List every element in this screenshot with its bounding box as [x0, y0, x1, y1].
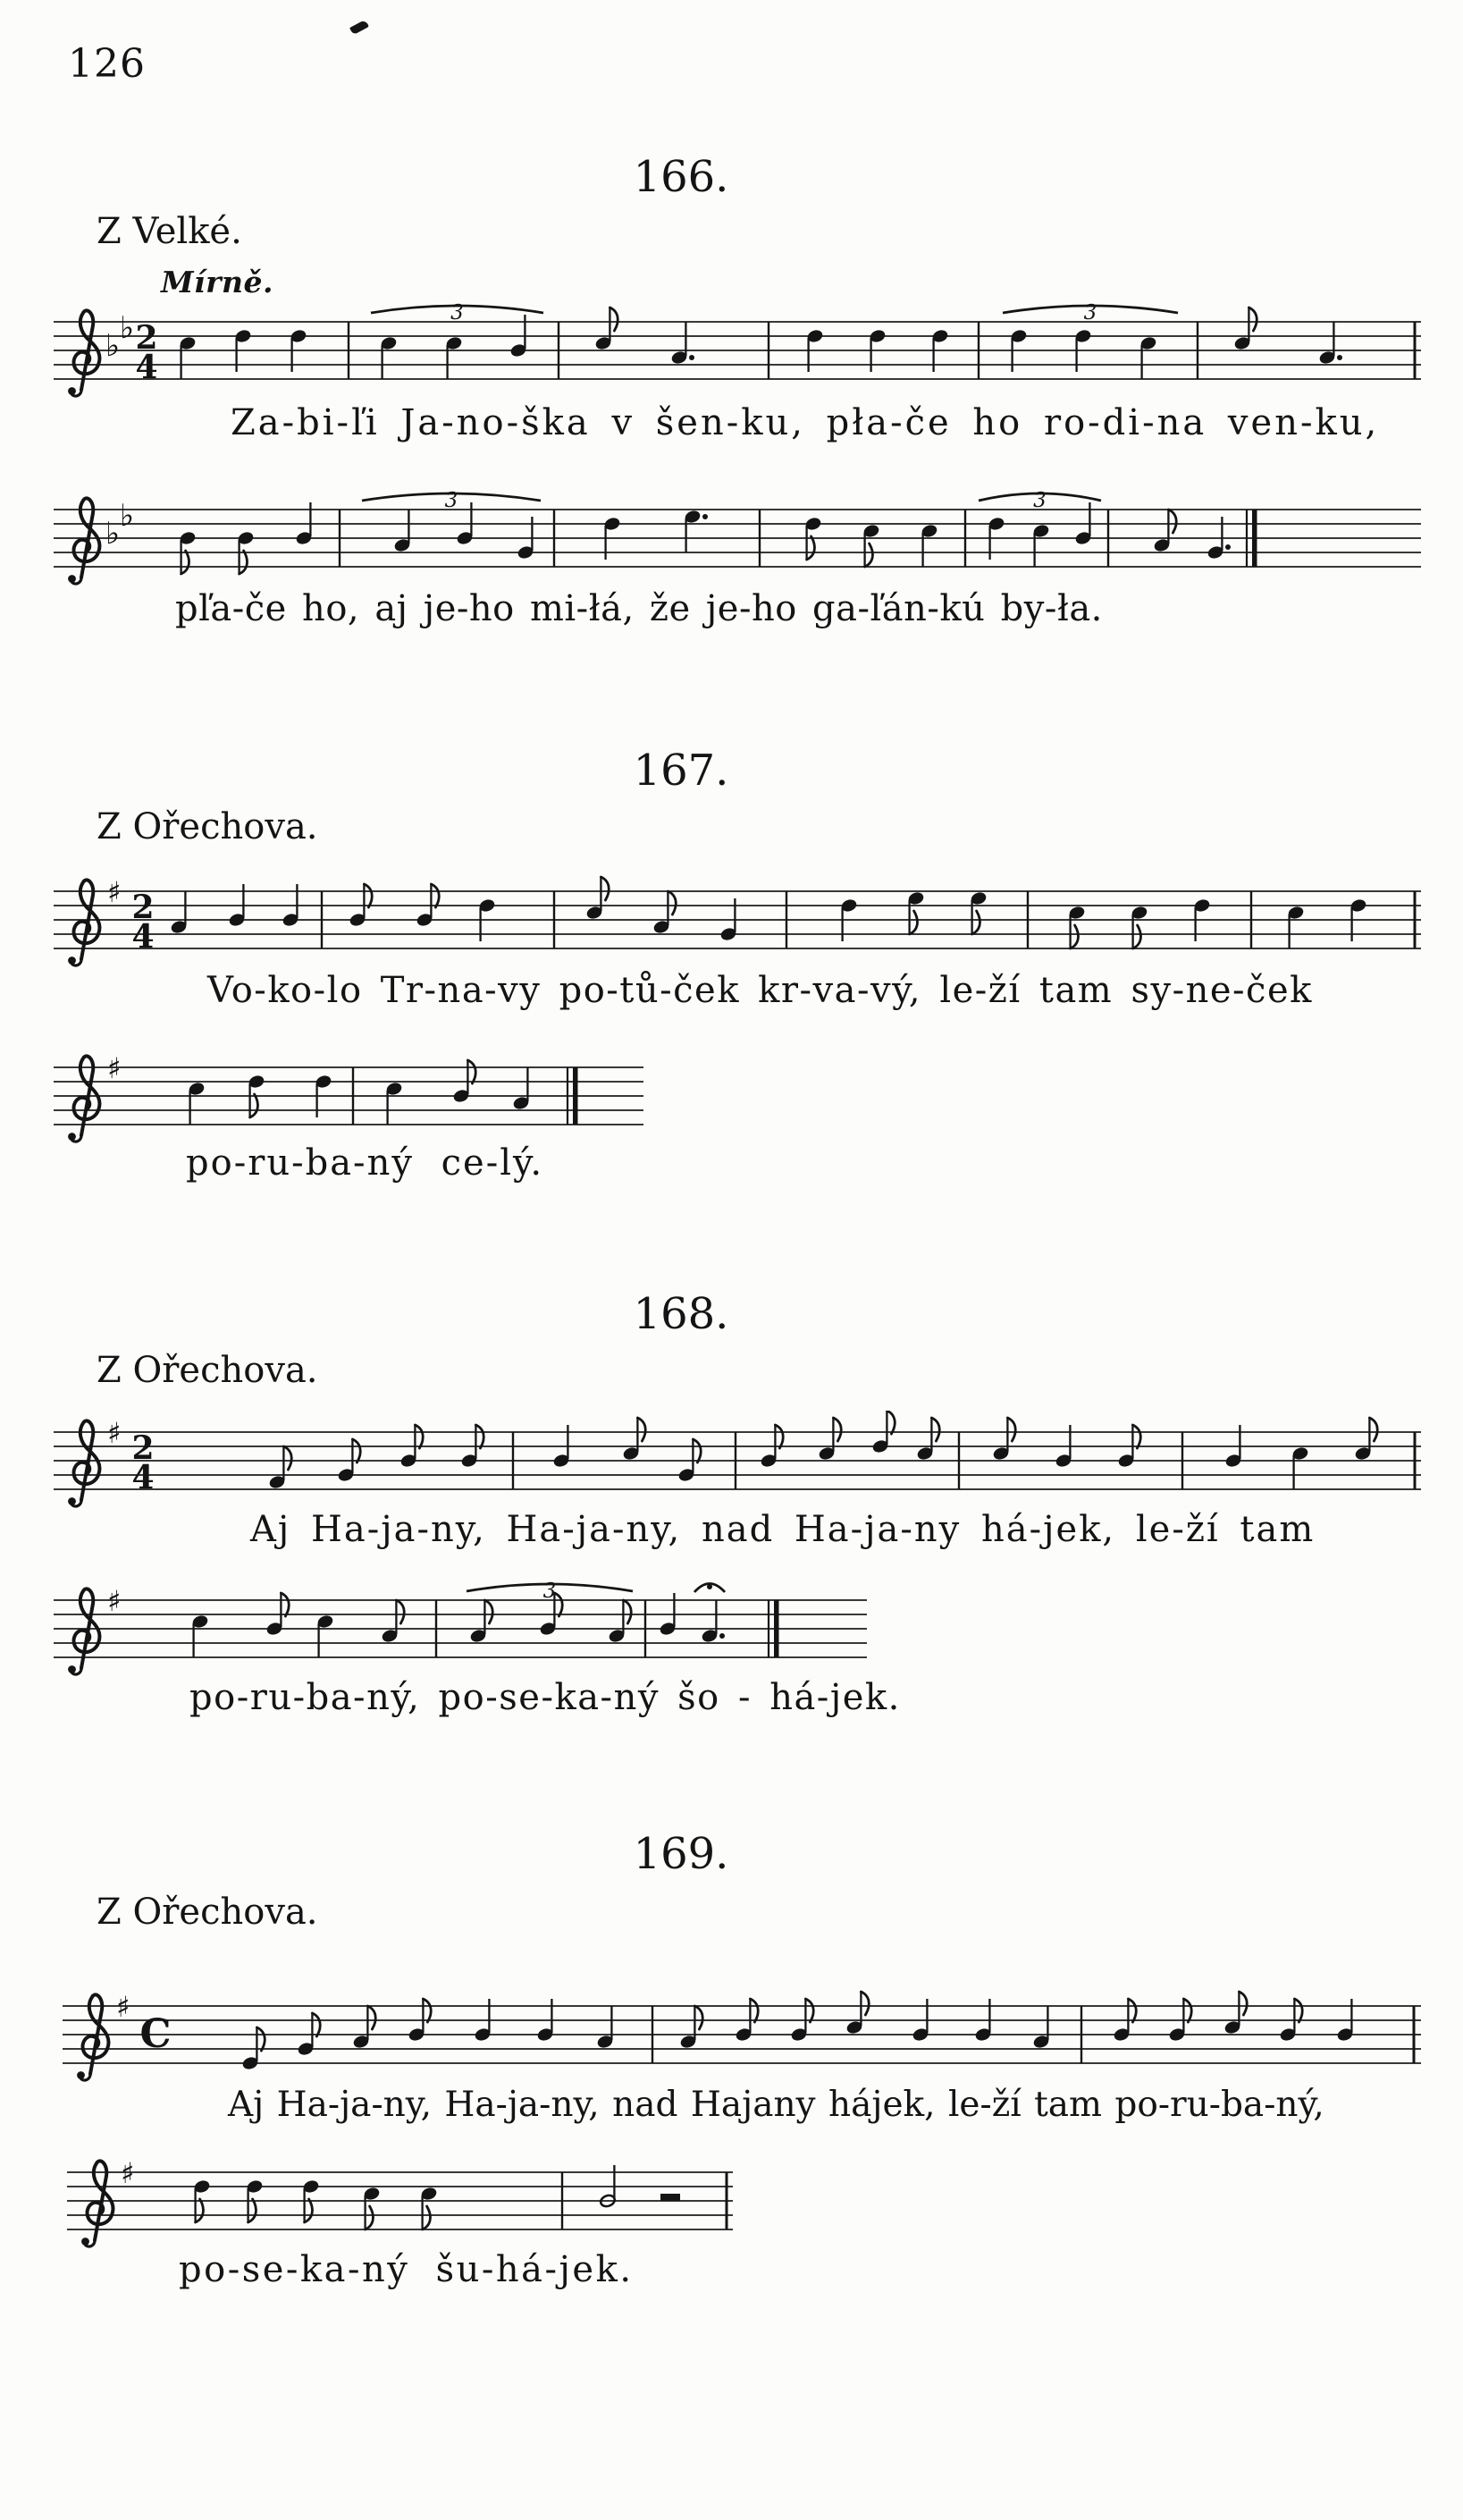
song-number: 167. [633, 746, 729, 796]
lyric-line: Vo-ko-lo Tr-na-vy po-tů-ček kr-va-vý, le-ží tam sy-ne-ček [207, 970, 1313, 1011]
svg-text:♭: ♭ [105, 516, 121, 552]
song-number: 166. [633, 152, 729, 202]
svg-text:♯: ♯ [107, 1584, 122, 1618]
lyric-line: Aj Ha-ja-ny, Ha-ja-ny, nad Ha-ja-ny há-jek, le-ží tam [250, 1509, 1316, 1550]
lyric-line: Aj Ha-ja-ny, Ha-ja-ny, nad Hajany hájek, le-ží tam po-ru-ba-ný, [228, 2085, 1324, 2125]
svg-text:♭: ♭ [120, 498, 135, 534]
song-source: Z Ořechova. [97, 806, 318, 847]
lyric-line: po-se-ka-ný šu-há-jek. [179, 2249, 634, 2290]
svg-text:3: 3 [450, 301, 464, 324]
svg-text:4: 4 [131, 918, 155, 956]
lyric-line: po-ru-ba-ný ce-lý. [186, 1142, 544, 1184]
svg-text:♯: ♯ [116, 1990, 130, 2024]
svg-text:2: 2 [131, 1429, 155, 1467]
lyric-line: Za-bi-ľi Ja-no-ška v šen-ku, pła-če ho ro-di-na ven-ku, [231, 402, 1380, 443]
ink-smudge [349, 20, 369, 35]
svg-text:3: 3 [444, 489, 458, 512]
svg-text:♯: ♯ [107, 1051, 122, 1085]
song-source: Z Ořechova. [97, 1350, 318, 1391]
song-source: Z Ořechova. [97, 1892, 318, 1933]
svg-text:♭: ♭ [105, 328, 121, 364]
song-source: Z Velké. [97, 211, 242, 252]
page-number: 126 [68, 41, 146, 87]
svg-text:2: 2 [135, 319, 158, 357]
song-number: 168. [633, 1289, 729, 1339]
svg-text:2: 2 [131, 889, 155, 926]
lyric-line: pľa-če ho, aj je-ho mi-łá, že je-ho ga-ľán-kú by-ła. [175, 588, 1103, 629]
svg-text:♭: ♭ [120, 310, 135, 346]
svg-text:♯: ♯ [107, 875, 122, 909]
svg-text:4: 4 [131, 1459, 155, 1496]
tempo-marking: Mírně. [161, 265, 273, 299]
lyric-line: po-ru-ba-ný, po-se-ka-ný šo - há-jek. [189, 1677, 901, 1718]
svg-text:♯: ♯ [121, 2156, 135, 2190]
svg-text:C: C [139, 2011, 172, 2057]
svg-text:4: 4 [135, 349, 158, 386]
svg-text:3: 3 [1033, 489, 1047, 512]
svg-text:♯: ♯ [107, 1416, 122, 1450]
svg-text:3: 3 [1083, 301, 1097, 324]
svg-text:3: 3 [542, 1580, 557, 1603]
song-number: 169. [633, 1829, 729, 1879]
